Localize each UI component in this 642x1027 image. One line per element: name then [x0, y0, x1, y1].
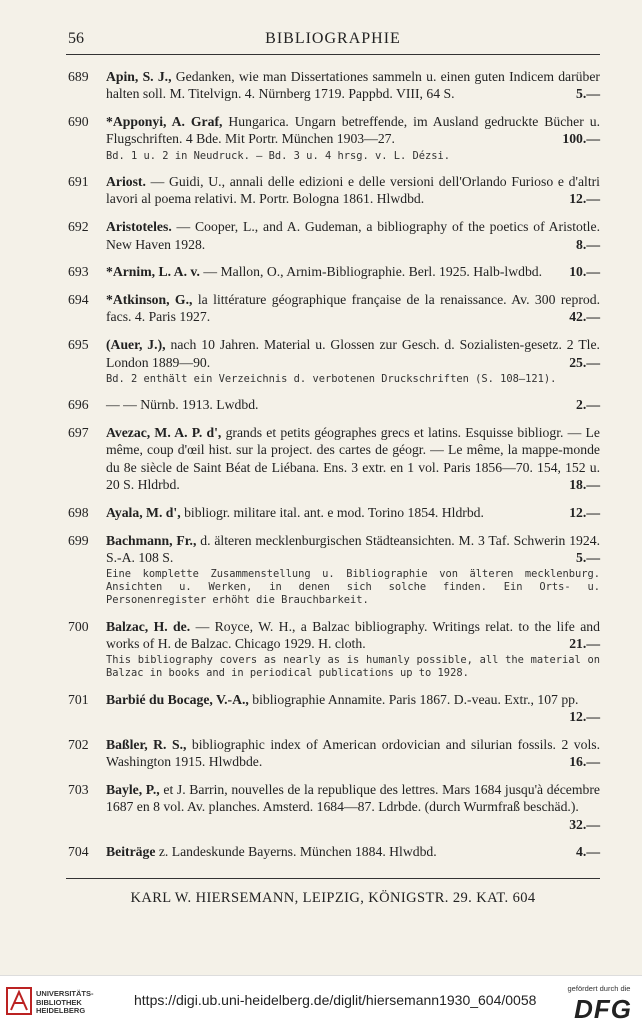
dfg-logo[interactable]: DFG — [574, 994, 632, 1024]
catalog-entry — [68, 532, 600, 608]
entry-body — [106, 843, 600, 860]
entry-author: Balzac, H. de. — [106, 618, 191, 634]
entry-number: 698 — [68, 504, 89, 520]
entry-author: Baßler, R. S., — [106, 736, 187, 752]
entry-body — [106, 291, 600, 326]
entry-author: Beiträge — [106, 844, 156, 860]
entry-body — [106, 113, 600, 148]
entry-number: 696 — [68, 397, 89, 413]
entry-text: Hungarica. Ungarn betreffende, im Ausland gedruckte Bücher u. Flugschriften. 4 Bde. Mit Portr. München 1903—27. — [106, 114, 600, 147]
entry-price: 10.— — [569, 264, 600, 280]
entry-text: grands et petits géographes grecs et latins. Esquisse bibliogr. — Le même, coup d'œil hist. sur la project. des cartes de géogr. — Le même, la mappe-monde du 8e siècle de Saint Béat de Liébana. Ens. 3 extr. en 1 vol. Paris 1856—70. 154, 152 u. 20 S. Hldrbd. — [106, 425, 600, 493]
entry-price: 12.— — [569, 709, 600, 725]
entry-body — [106, 173, 600, 208]
entry-number: 692 — [68, 219, 89, 235]
catalog-entry — [68, 68, 600, 103]
permalink-url[interactable]: https://digi.ub.uni-heidelberg.de/diglit/hiersemann1930_604/0058 — [134, 992, 537, 1008]
entry-price: 2.— — [576, 397, 600, 413]
entry-price: 21.— — [569, 636, 600, 652]
entry-price: 12.— — [569, 191, 600, 207]
entry-number: 690 — [68, 114, 89, 130]
entry-author: Ayala, M. d', — [106, 504, 181, 520]
entry-text: Gedanken, wie man Dissertationes sammeln u. einen guten Indicem darüber halten soll. M. Titelvign. 4. Nürnberg 1719. Pappbd. VIII, 64 S. — [106, 69, 600, 102]
catalog-entry — [68, 173, 600, 208]
catalog-entry — [68, 504, 600, 521]
entry-price: 12.— — [569, 504, 600, 520]
entry-body — [106, 618, 600, 653]
entry-author: Barbié du Bocage, V.-A., — [106, 691, 249, 707]
catalog-entry — [68, 291, 600, 326]
entry-number: 704 — [68, 844, 89, 860]
entry-text: et J. Barrin, nouvelles de la republique des lettres. Mars 1684 jusqu'à décembre 1687 en 8 vol. Av. planches. Amsterd. 1684—87. Ldrbde. (durch Wurmfraß beschäd.). — [106, 782, 600, 815]
entry-text: bibliogr. militare ital. ant. e mod. Torino 1854. Hldrbd. — [180, 504, 484, 520]
catalog-entry — [68, 736, 600, 771]
entry-author: Aristoteles. — [106, 219, 172, 235]
entry-price: 100.— — [562, 131, 600, 147]
entry-number: 694 — [68, 292, 89, 308]
entry-text: la littérature géographique française de la renaissance. Av. 300 reprod. facs. 4. Paris 1927. — [106, 292, 601, 325]
catalog-entry — [68, 336, 600, 386]
entry-price: 16.— — [569, 754, 600, 770]
catalog-entry — [68, 843, 600, 860]
entry-price: 32.— — [569, 816, 600, 832]
entry-body — [106, 424, 600, 493]
entry-text: bibliographic index of American ordovician and silurian fossils. 2 vols. Washington 1915. Hlwdbde. — [106, 736, 601, 770]
entry-number: 695 — [68, 337, 89, 353]
entry-author: Ariost. — [106, 174, 146, 190]
entry-author: (Auer, J.), — [106, 337, 166, 353]
entry-body — [106, 504, 600, 521]
entry-note: Bd. 2 enthält ein Verzeichnis d. verbotenen Druckschriften (S. 108—121). — [106, 372, 557, 385]
catalog-entry — [68, 424, 600, 493]
catalog-entry — [68, 618, 600, 681]
heidelberg-library-logo-icon[interactable] — [6, 986, 32, 1016]
entry-body — [106, 263, 600, 280]
entry-body — [106, 68, 600, 103]
entry-author: *Apponyi, A. Graf, — [106, 114, 223, 130]
entry-price: 42.— — [569, 309, 600, 325]
entry-text: bibliographie Annamite. Paris 1867. D.-veau. Extr., 107 pp. — [248, 691, 579, 707]
entry-text: — — Nürnb. 1913. Lwdbd. — [106, 397, 259, 413]
funding-note: gefördert durch die — [567, 984, 631, 993]
header-rule — [66, 54, 600, 55]
entry-list — [68, 68, 600, 871]
entry-body — [106, 532, 600, 567]
entry-price: 25.— — [569, 354, 600, 370]
entry-text: d. älteren mecklenburgischen Städteansichten. M. 3 Taf. Schwerin 1924. S.-A. 108 S. — [106, 532, 600, 565]
entry-price: 4.— — [576, 844, 600, 860]
catalog-entry — [68, 691, 600, 726]
catalog-entry — [68, 263, 600, 280]
entry-author: *Arnim, L. A. v. — [106, 264, 200, 280]
entry-text: — Guidi, U., annali delle edizioni e delle versioni dell'Orlando Furioso e d'altri lavori al poema relativi. M. Portr. Bologna 1861. Hlwdbd. — [106, 174, 600, 207]
library-name-line: BIBLIOTHEK — [36, 997, 82, 1007]
entry-number: 697 — [68, 425, 89, 441]
entry-number: 703 — [68, 782, 89, 798]
entry-price: 5.— — [576, 86, 600, 102]
entry-author: Bayle, P., — [106, 782, 160, 798]
entry-note: Eine komplette Zusammenstellung u. Bibliographie von älteren mecklenburg. Ansichten u. Werken, in denen sich solche finden. Ein Orts- u. Personenregister erhöht die Brauchbarkeit. — [106, 568, 600, 607]
catalog-entry — [68, 218, 600, 253]
entry-number: 699 — [68, 532, 89, 548]
entry-author: Avezac, M. A. P. d', — [106, 425, 222, 441]
catalog-entry — [68, 396, 600, 413]
entry-price: 18.— — [569, 477, 600, 493]
entry-number: 702 — [68, 736, 89, 752]
entry-body — [106, 218, 600, 253]
entry-author: *Atkinson, G., — [106, 292, 193, 308]
entry-author: Bachmann, Fr., — [106, 532, 197, 548]
entry-number: 691 — [68, 174, 89, 190]
entry-body — [106, 781, 600, 832]
library-name-line: UNIVERSITÄTS- — [36, 989, 94, 998]
entry-text: — Cooper, L., and A. Gudeman, a bibliography of the poetics of Aristotle. New Haven 1928. — [106, 219, 600, 252]
page-title: BIBLIOGRAPHIE — [265, 30, 401, 47]
entry-text: nach 10 Jahren. Material u. Glossen zur Gesch. d. Sozialisten-gesetz. 2 Tle. London 1889—90. — [106, 337, 600, 370]
page-number: 56 — [68, 30, 84, 47]
entry-price: 8.— — [576, 236, 600, 252]
entry-price: 5.— — [576, 549, 600, 565]
library-name[interactable] — [36, 990, 94, 1016]
entry-body — [106, 736, 600, 771]
entry-number: 701 — [68, 691, 89, 707]
entry-body — [106, 691, 600, 725]
catalog-entry — [68, 781, 600, 833]
entry-text: — Mallon, O., Arnim-Bibliographie. Berl. 1925. Halb-lwdbd. — [199, 264, 543, 280]
entry-text: — Royce, W. H., a Balzac bibliography. Writings relat. to the life and works of H. de Balzac. Chicago 1929. H. cloth. — [106, 618, 600, 652]
entry-body — [106, 396, 600, 413]
entry-body — [106, 336, 600, 371]
viewer-bar — [0, 975, 642, 1027]
entry-note: Bd. 1 u. 2 in Neudruck. — Bd. 3 u. 4 hrsg. v. L. Dézsi. — [106, 149, 451, 162]
entry-note: This bibliography covers as nearly as is humanly possible, all the material on Balzac in books and in periodical publications up to 1928. — [106, 654, 600, 680]
entry-number: 689 — [68, 69, 89, 84]
entry-text: z. Landeskunde Bayerns. München 1884. Hlwdbd. — [155, 844, 437, 860]
page-header — [68, 30, 598, 52]
entry-number: 693 — [68, 264, 89, 280]
entry-number: 700 — [68, 618, 89, 634]
footer-rule — [66, 878, 600, 879]
catalog-entry — [68, 113, 600, 163]
library-name-line: HEIDELBERG — [36, 1006, 86, 1015]
entry-author: Apin, S. J., — [106, 69, 172, 84]
publisher-footer: KARL W. HIERSEMANN, LEIPZIG, KÖNIGSTR. 29. KAT. 604 — [130, 890, 536, 906]
